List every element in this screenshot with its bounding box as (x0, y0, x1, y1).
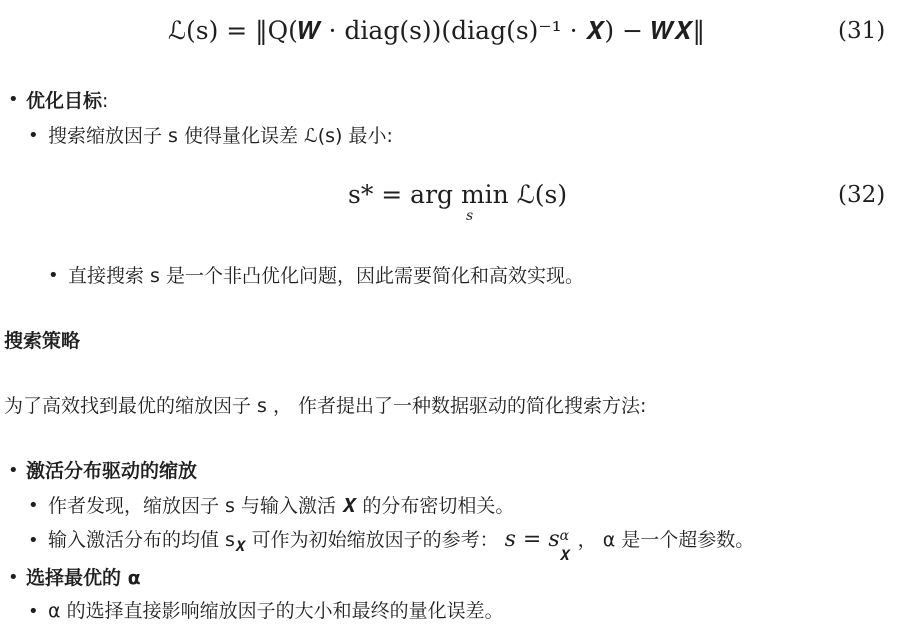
heading-colon: : (102, 90, 109, 112)
bullet (28, 603, 39, 621)
list-item-activation-mean (48, 525, 755, 564)
paragraph-intro: 为了高效找到最优的缩放因子 s ， 作者提出了一种数据驱动的简化搜索方法: (4, 395, 647, 417)
equation-31 (168, 16, 705, 46)
bullet (28, 497, 39, 515)
section-heading-search-strategy: 搜索策略 (4, 330, 81, 352)
equation-31-formula: ℒ(s) = ‖Q(𝑾 · diag(s))(diag(s)⁻¹ · 𝑿) − 𝑾𝑿‖ (168, 16, 706, 45)
equation-31-number: (31) (838, 18, 886, 44)
section-heading-optimization-goal (26, 86, 108, 113)
list-item: 作者发现，缩放因子 s 与输入激活 𝑿 的分布密切相关。 (48, 495, 515, 517)
list-item: 直接搜索 s 是一个非凸优化问题，因此需要简化和高效实现。 (68, 265, 584, 287)
subscript-x: 𝑿 (234, 538, 246, 555)
subscript-x: 𝑿 (559, 548, 571, 564)
bullet (48, 267, 59, 285)
section-heading-alpha-choice: 选择最优的 α (26, 567, 141, 589)
bullet (8, 462, 19, 480)
bullet (28, 127, 39, 145)
bullet (8, 569, 19, 587)
bullet (8, 91, 19, 109)
item-tail: ， α 是一个超参数。 (571, 529, 755, 551)
superscript-alpha: α (559, 528, 570, 544)
section-heading-activation-scaling: 激活分布驱动的缩放 (26, 460, 198, 482)
item-rest: 可作为初始缩放因子的参考： (245, 529, 499, 551)
heading-text: 优化目标 (26, 90, 103, 112)
equation-32-number: (32) (838, 182, 886, 208)
bullet (28, 532, 39, 550)
equation-32 (348, 180, 567, 209)
list-item: α 的选择直接影响缩放因子的大小和最终的量化误差。 (48, 600, 504, 622)
equation-32-subscript: s (466, 208, 474, 224)
equation-32-formula: s* = arg min ℒ(s) (348, 180, 568, 209)
list-item: 搜索缩放因子 s 使得量化误差 ℒ(s) 最小: (48, 125, 393, 147)
inline-formula: s = s (504, 527, 560, 552)
item-text: 输入激活分布的均值 s (48, 529, 235, 551)
